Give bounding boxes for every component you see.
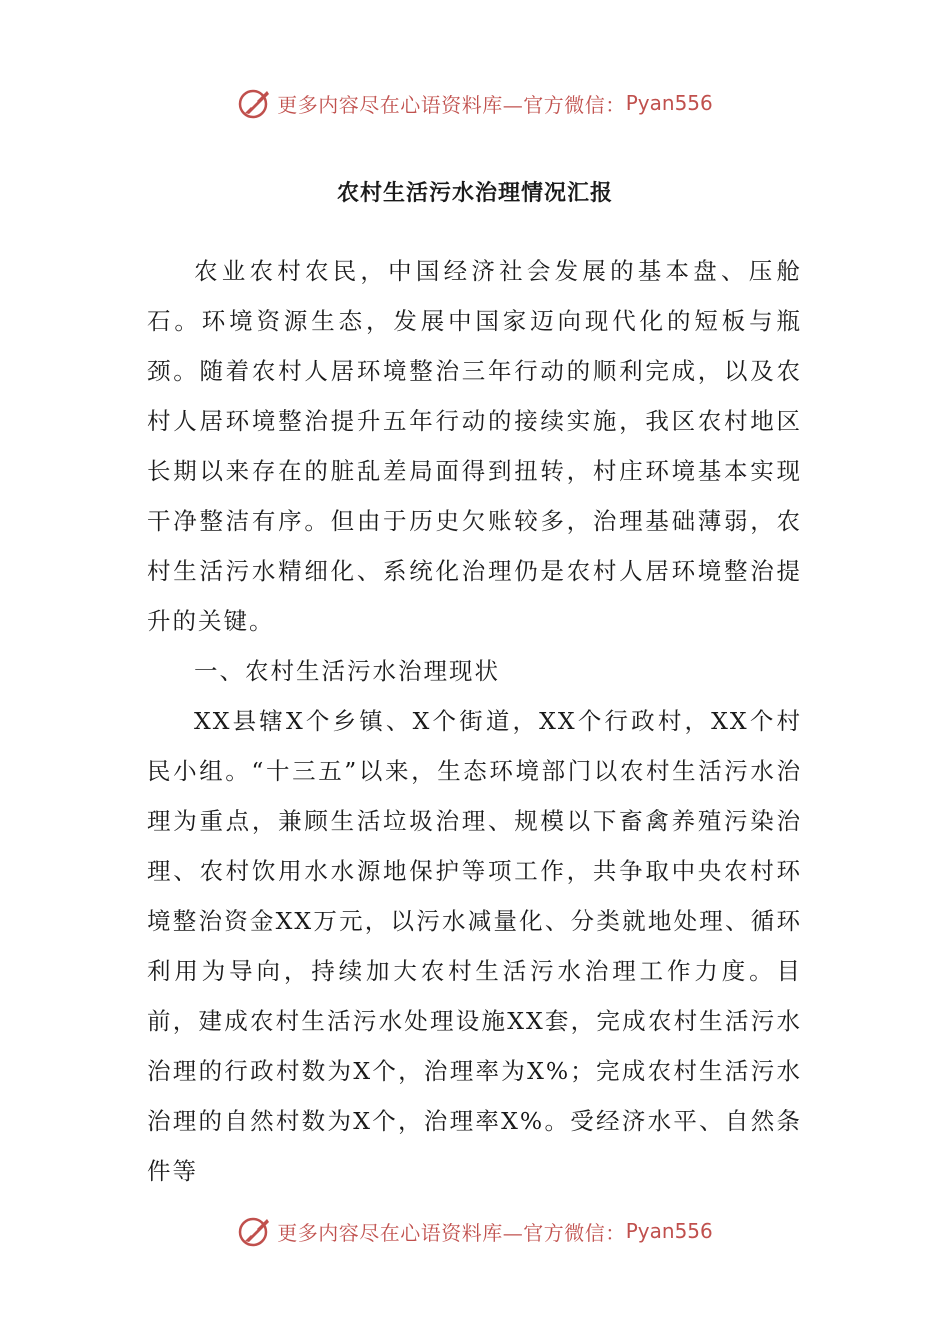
paragraph-intro: 农业农村农民，中国经济社会发展的基本盘、压舱石。环境资源生态，发展中国家迈向现代化的短板与瓶颈。随着农村人居环境整治三年行动的顺利完成，以及农村人居环境整治提升五年行动的接续实施，我区农村地区长期以来存在的脏乱差局面得到扭转，村庄环境基本实现干净整洁有序。但由于历史欠账较多，治理基础薄弱，农村生活污水精细化、系统化治理仍是农村人居环境整治提升的关键。 <box>147 257 802 635</box>
watermark-text: 更多内容尽在心语资料库—官方微信： <box>277 92 626 117</box>
wechat-id: Pyan556 <box>625 1219 713 1243</box>
watermark-text: 更多内容尽在心语资料库—官方微信： <box>277 1220 626 1245</box>
paragraph-status: XX县辖X个乡镇、X个街道，XX个行政村，XX个村民小组。“十三五”以来，生态环境部门以农村生活污水治理为重点，兼顾生活垃圾治理、规模以下畜禽养殖污染治理、农村饮用水水源地保护等项工作，共争取中央农村环境整治资金XX万元，以污水减量化、分类就地处理、循环利用为导向，持续加大农村生活污水治理工作力度。目前，建成农村生活污水处理设施XX套，完成农村生活污水治理的行政村数为X个，治理率为X%；完成农村生活污水治理的自然村数为X个，治理率X%。受经济水平、自然条件等 <box>147 707 802 1185</box>
document-title: 农村生活污水治理情况汇报 <box>336 181 613 206</box>
header-watermark <box>0 83 950 123</box>
document-body <box>147 246 802 1196</box>
quill-logo-icon <box>237 1213 273 1249</box>
footer-watermark <box>0 1211 950 1251</box>
quill-logo-icon <box>237 85 273 121</box>
wechat-id: Pyan556 <box>625 91 713 115</box>
section-heading: 一、农村生活污水治理现状 <box>194 657 500 685</box>
